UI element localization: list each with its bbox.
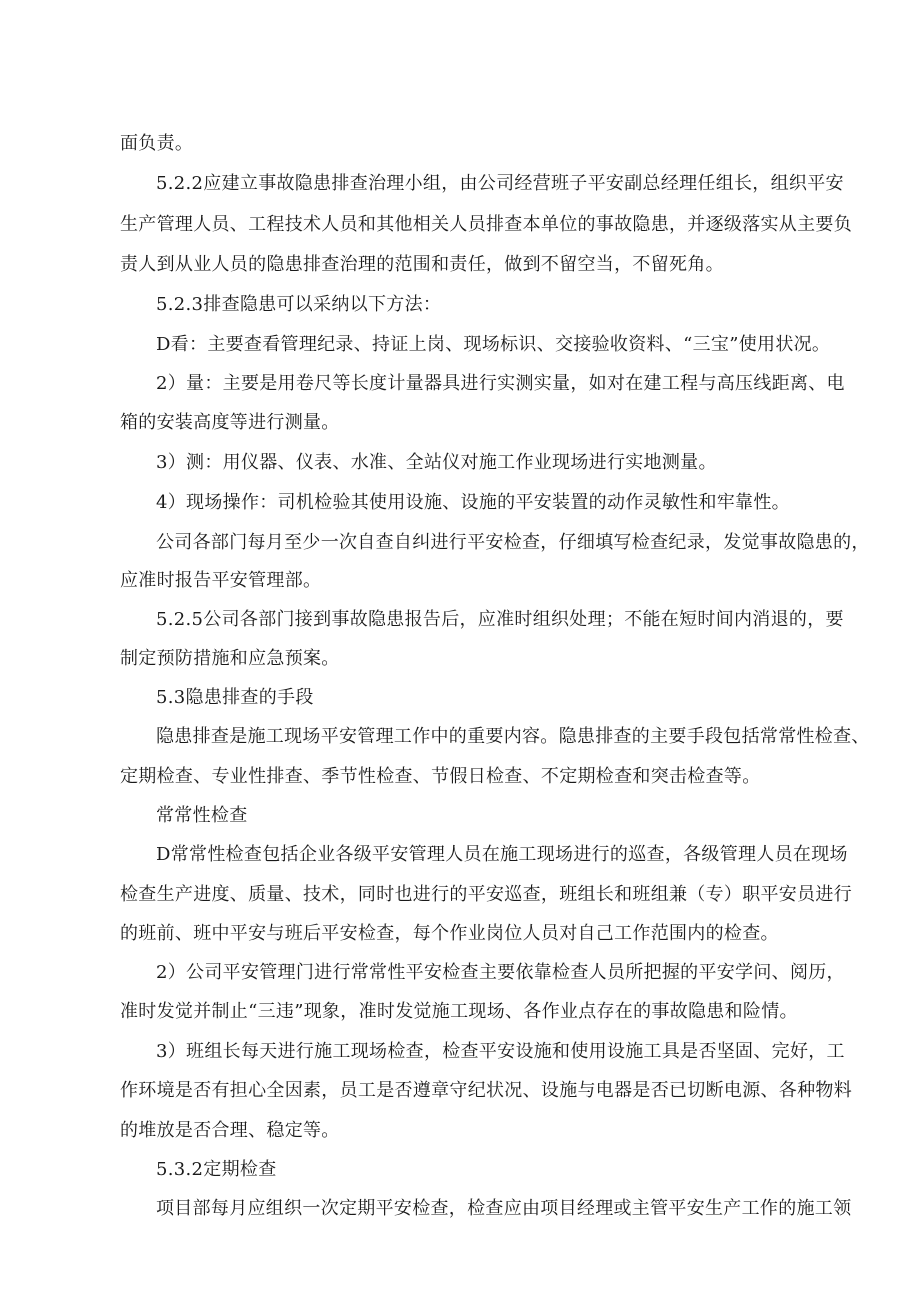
text-line: 2）量：主要是用卷尺等长度计量器具进行实测实量，如对在建工程与高压线距离、电: [156, 373, 845, 394]
text-line: 项目部每月应组织一次定期平安检查，检查应由项目经理或主管平安生产工作的施工领: [156, 1198, 852, 1219]
text-line: D常常性检查包括企业各级平安管理人员在施工现场进行的巡查，各级管理人员在现场: [156, 844, 848, 865]
text-line: 隐患排查是施工现场平安管理工作中的重要内容。隐患排查的主要手段包括常常性检查、: [156, 726, 870, 747]
text-line: 的堆放是否合理、稳定等。: [120, 1120, 340, 1141]
text-line: 5.2.2应建立事故隐患排查治理小组，由公司经营班子平安副总经理任组长，组织平安: [156, 173, 844, 194]
text-line: 公司各部门每月至少一次自查自纠进行平安检查，仔细填写检查纪录，发觉事故隐患的，: [156, 532, 870, 553]
text-line: 作环境是否有担心全因素，员工是否遵章守纪状况、设施与电器是否已切断电源、各种物料: [120, 1080, 852, 1101]
text-line: 责人到从业人员的隐患排查治理的范围和责任，做到不留空当，不留死角。: [120, 254, 724, 275]
subsection-heading: 5.3.2定期检查: [156, 1159, 277, 1180]
text-line: 4）现场操作：司机检验其使用设施、设施的平安装置的动作灵敏性和牢靠性。: [156, 492, 790, 513]
text-line: 准时发觉并制止“三违”现象，准时发觉施工现场、各作业点存在的事故隐患和险情。: [120, 1001, 798, 1022]
text-line: 生产管理人员、工程技术人员和其他相关人员排查本单位的事故隐患，并逐级落实从主要负: [120, 214, 852, 235]
text-line: 的班前、班中平安与班后平安检查，每个作业岗位人员对自己工作范围内的检查。: [120, 923, 779, 944]
subsection-heading: 常常性检查: [156, 805, 248, 826]
section-heading: 5.3隐患排查的手段: [156, 687, 314, 708]
text-line: 定期检查、专业性排查、季节性检查、节假日检查、不定期检查和突击检查等。: [120, 766, 761, 787]
text-line: 3）班组长每天进行施工现场检查，检查平安设施和使用设施工具是否坚固、完好，工: [156, 1041, 845, 1062]
text-line: 5.2.3排查隐患可以采纳以下方法：: [156, 294, 442, 315]
text-line: 检查生产进度、质量、技术，同时也进行的平安巡查，班组长和班组兼（专）职平安员进行: [120, 884, 852, 905]
text-line: 2）公司平安管理门进行常常性平安检查主要依靠检查人员所把握的平安学问、阅历，: [156, 962, 845, 983]
text-line: 面负责。: [120, 133, 194, 154]
text-line: 制定预防措施和应急预案。: [120, 648, 340, 669]
text-line: 5.2.5公司各部门接到事故隐患报告后，应准时组织处理；不能在短时间内消退的，要: [156, 609, 844, 630]
text-line: 箱的安装高度等进行测量。: [120, 412, 340, 433]
text-line: 应准时报告平安管理部。: [120, 570, 322, 591]
text-line: D看：主要查看管理纪录、持证上岗、现场标识、交接验收资料、“三宝”使用状况。: [156, 334, 831, 355]
text-line: 3）测：用仪器、仪表、水准、全站仪对施工作业现场进行实地测量。: [156, 452, 717, 473]
